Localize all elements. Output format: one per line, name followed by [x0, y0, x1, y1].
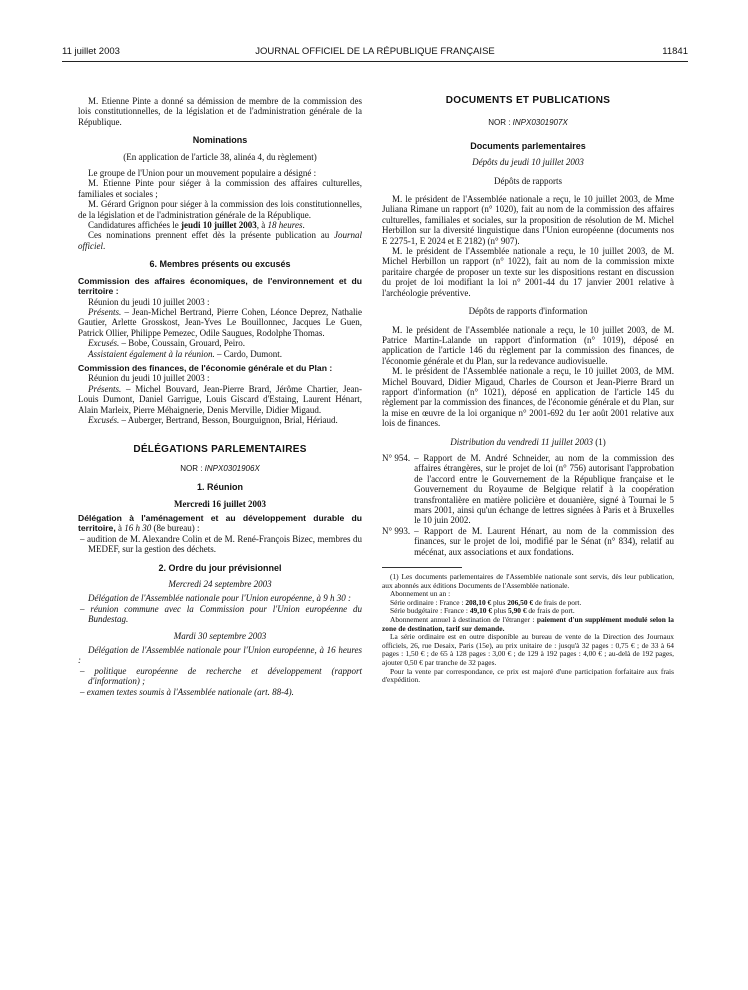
commission-2-title: Commission des finances, de l'économie générale et du Plan :: [78, 362, 333, 373]
list-item-993: N° 993. – Rapport de M. Laurent Hénart, au nom de la commission des finances, sur le projet de loi, modifié par le Sénat (n° 834), relatif au mécénat, aux associations et aux fondations.: [382, 525, 674, 557]
page-number: 11841: [662, 46, 688, 57]
header-rule: [62, 61, 688, 62]
depots-info: Dépôts de rapports d'information: [468, 306, 588, 317]
nominations-title: Nominations: [192, 135, 248, 146]
documents-nor: NOR : INPX0301907X: [488, 118, 568, 128]
s2-d1-delegation: Délégation de l'Assemblée nationale pour l'Union européenne, à 9 h 30 :: [88, 593, 351, 604]
right-column: [382, 96, 674, 685]
s1-date: Mercredi 16 juillet 2003: [174, 498, 266, 509]
journal-title: JOURNAL OFFICIEL DE LA RÉPUBLIQUE FRANÇAISE: [255, 46, 495, 57]
c1-assist: Assistaient également à la réunion. – Cardo, Dumont.: [88, 348, 282, 359]
pinte-resignation: M. Etienne Pinte a donné sa démission de membre de la commission des lois constitutionnelles, de la législation et de l'administration générale de la République.: [78, 96, 362, 127]
section-6-title: 6. Membres présents ou excusés: [149, 259, 291, 270]
s1-item: – audition de M. Alexandre Colin et de M. René-François Bizec, membres du MEDEF, sur la gestion des déchets.: [80, 533, 362, 555]
candidatures: Candidatures affichées le jeudi 10 juillet 2003, à 18 heures.: [88, 220, 305, 231]
c2-presents: Présents. – Michel Bouvard, Jean-Pierre Brard, Jérôme Chartier, Jean-Louis Dumont, Daniel Garrigue, Louis Giscard d'Estaing, Laurent Hénart, Alain Marleix, Pierre Méhaignerie, Denis Merville, Didier Migaud.: [78, 383, 362, 415]
rapport-1022: M. le président de l'Assemblée nationale a reçu, le 10 juillet 2003, de M. Michel Herbillon un rapport (n° 1022), fait au nom de la commission mixte paritaire chargée de proposer un texte sur les dispositions restant en discussion du projet de loi modifiant la loi n° 2001-44 du 17 janvier 2001 relative à l'archéologie préventive.: [382, 246, 674, 298]
fn-intro: (1) Les documents parlementaires de l'Assemblée nationale sont servis, dès leur publication, aux abonnés aux éditions Documents de l'Assemblée nationale.: [382, 572, 674, 590]
delegations-title: DÉLÉGATIONS PARLEMENTAIRES: [133, 444, 307, 456]
rapport-info-1019: M. le président de l'Assemblée nationale a reçu, le 10 juillet 2003, de M. Patrice Martin-Lalande un rapport d'information (n° 1019), déposé en application de l'article 146 du règlement par la commission des finances, de l'économie générale et du Plan, sur la redevance audiovisuelle.: [382, 324, 674, 366]
delegations-nor: NOR : INPX0301906X: [180, 463, 260, 473]
c2-reunion: Réunion du jeudi 10 juillet 2003 :: [88, 373, 210, 384]
nom-groupe: Le groupe de l'Union pour un mouvement populaire a désigné :: [88, 168, 317, 179]
section-1-title: 1. Réunion: [196, 482, 243, 493]
s2-date1: Mercredi 24 septembre 2003: [168, 579, 272, 590]
s2-d1-item: – réunion commune avec la Commission pour l'Union européenne du Bundestag.: [80, 603, 362, 625]
c1-excuses: Excusés. – Bobe, Coussain, Grouard, Peiro.: [88, 338, 245, 349]
s2-d2-delegation: Délégation de l'Assemblée nationale pour l'Union européenne, à 16 heures :: [78, 645, 362, 666]
left-column: [78, 96, 362, 697]
commission-1-title: Commission des affaires économiques, de l'environnement et du territoire :: [78, 275, 362, 297]
depots-date: Dépôts du jeudi 10 juillet 2003: [472, 157, 584, 168]
footnote: [382, 573, 674, 685]
documents-title: DOCUMENTS ET PUBLICATIONS: [445, 95, 611, 106]
nominations-effet: Ces nominations prennent effet dès la présente publication au Journal officiel.: [78, 230, 362, 251]
fn-correspondance: Pour la vente par correspondance, ce prix est majoré d'une participation forfaitaire aux frais d'expédition.: [382, 666, 674, 685]
depots-rapports: Dépôts de rapports: [494, 175, 562, 186]
fn-etranger: Abonnement annuel à destination de l'étranger : paiement d'un supplément modulé selon la zone de destination, tarif sur demande.: [382, 615, 674, 633]
rapport-1020: M. le président de l'Assemblée nationale a reçu, le 10 juillet 2003, de Mme Juliana Rimane un rapport (n° 1020), fait au nom de la commission des affaires culturelles, familiales et sociales, sur la proposition de résolution de M. Michel Herbillon sur la diversité linguistique dans l'Union européenne (documents nos E 2275-1, E 2024 et E 2182) (n° 907).: [382, 194, 674, 246]
s2-d2-item2: – examen textes soumis à l'Assemblée nationale (art. 88-4).: [80, 686, 294, 697]
s2-date2: Mardi 30 septembre 2003: [173, 630, 267, 641]
fn-abonnement: Abonnement un an :: [390, 589, 451, 599]
nom-pinte: M. Etienne Pinte pour siéger à la commission des affaires culturelles, familiales et sociales ;: [78, 178, 362, 199]
distribution-date: Distribution du vendredi 11 juillet 2003 (1): [450, 436, 606, 447]
header-date: 11 juillet 2003: [62, 46, 120, 57]
section-2-title: 2. Ordre du jour prévisionnel: [158, 562, 282, 573]
list-item-954: N° 954. – Rapport de M. André Schneider, au nom de la commission des affaires étrangères, sur le projet de loi (n° 756) autorisant l'approbation de l'accord entre le Gouvernement de la République française et le Gouvernement du Royaume de Belgique relatif à la coopération transfrontalière en matière policière et douanière, signé à Tournai le 5 mars 2001, ainsi qu'un échange de lettres signées à Paris et à Bruxelles le 10 juin 2002.: [382, 452, 674, 526]
nominations-ref: (En application de l'article 38, alinéa 4, du règlement): [123, 151, 317, 162]
fn-serie-ordinaire: Série ordinaire : France : 208,10 € plus 206,50 € de frais de port.: [390, 597, 582, 607]
page-header: [62, 46, 688, 60]
fn-vente: La série ordinaire est en outre disponible au bureau de vente de la Direction des Journaux officiels, 26, rue Desaix, Paris (15e), au prix unitaire de : jusqu'à 32 pages : 0,75 € ; de 33 à 64 pages : 1,50 € ; de 65 à 128 pages : 3,00 € ; de 129 à 192 pages : 4,00 € ; au-delà de 192 pages, ajouter 0,50 € par tranche de 32 pages.: [382, 632, 674, 667]
rapport-info-1021: M. le président de l'Assemblée nationale a reçu, le 10 juillet 2003, de MM. Michel Bouvard, Didier Migaud, Charles de Courson et Jean-Pierre Brard un rapport d'information (n° 1021), déposé en application de l'article 145 du règlement par la commission des finances, de l'économie générale et du Plan, sur la mise en œuvre de la loi organique n° 2001-692 du 1er août 2001 relative aux lois de finances.: [382, 366, 674, 429]
c2-excuses: Excusés. – Auberger, Bertrand, Besson, Bourguignon, Brial, Hériaud.: [88, 414, 338, 425]
documents-subtitle: Documents parlementaires: [470, 140, 586, 151]
fn-serie-budgetaire: Série budgétaire : France : 49,10 € plus 5,90 € de frais de port.: [390, 606, 575, 616]
c1-presents: Présents. – Jean-Michel Bertrand, Pierre Cohen, Léonce Deprez, Nathalie Gautier, Arlette Grosskost, Jean-Yves Le Bouillonnec, Jacques Le Guen, Patrick Ollier, Philippe Pemezec, Odile Saugues, Rodolphe Thomas.: [78, 306, 362, 338]
c1-reunion: Réunion du jeudi 10 juillet 2003 :: [88, 296, 210, 307]
footnote-rule: [382, 567, 462, 568]
nom-grignon: M. Gérard Grignon pour siéger à la commission des lois constitutionnelles, de la législation et de l'administration générale de la République.: [78, 199, 362, 220]
s2-d2-item1: – politique européenne de recherche et développement (rapport d'information) ;: [80, 665, 362, 687]
s1-delegation: Délégation à l'aménagement et au développement durable du territoire, à 16 h 30 (8e bureau) :: [78, 513, 362, 534]
